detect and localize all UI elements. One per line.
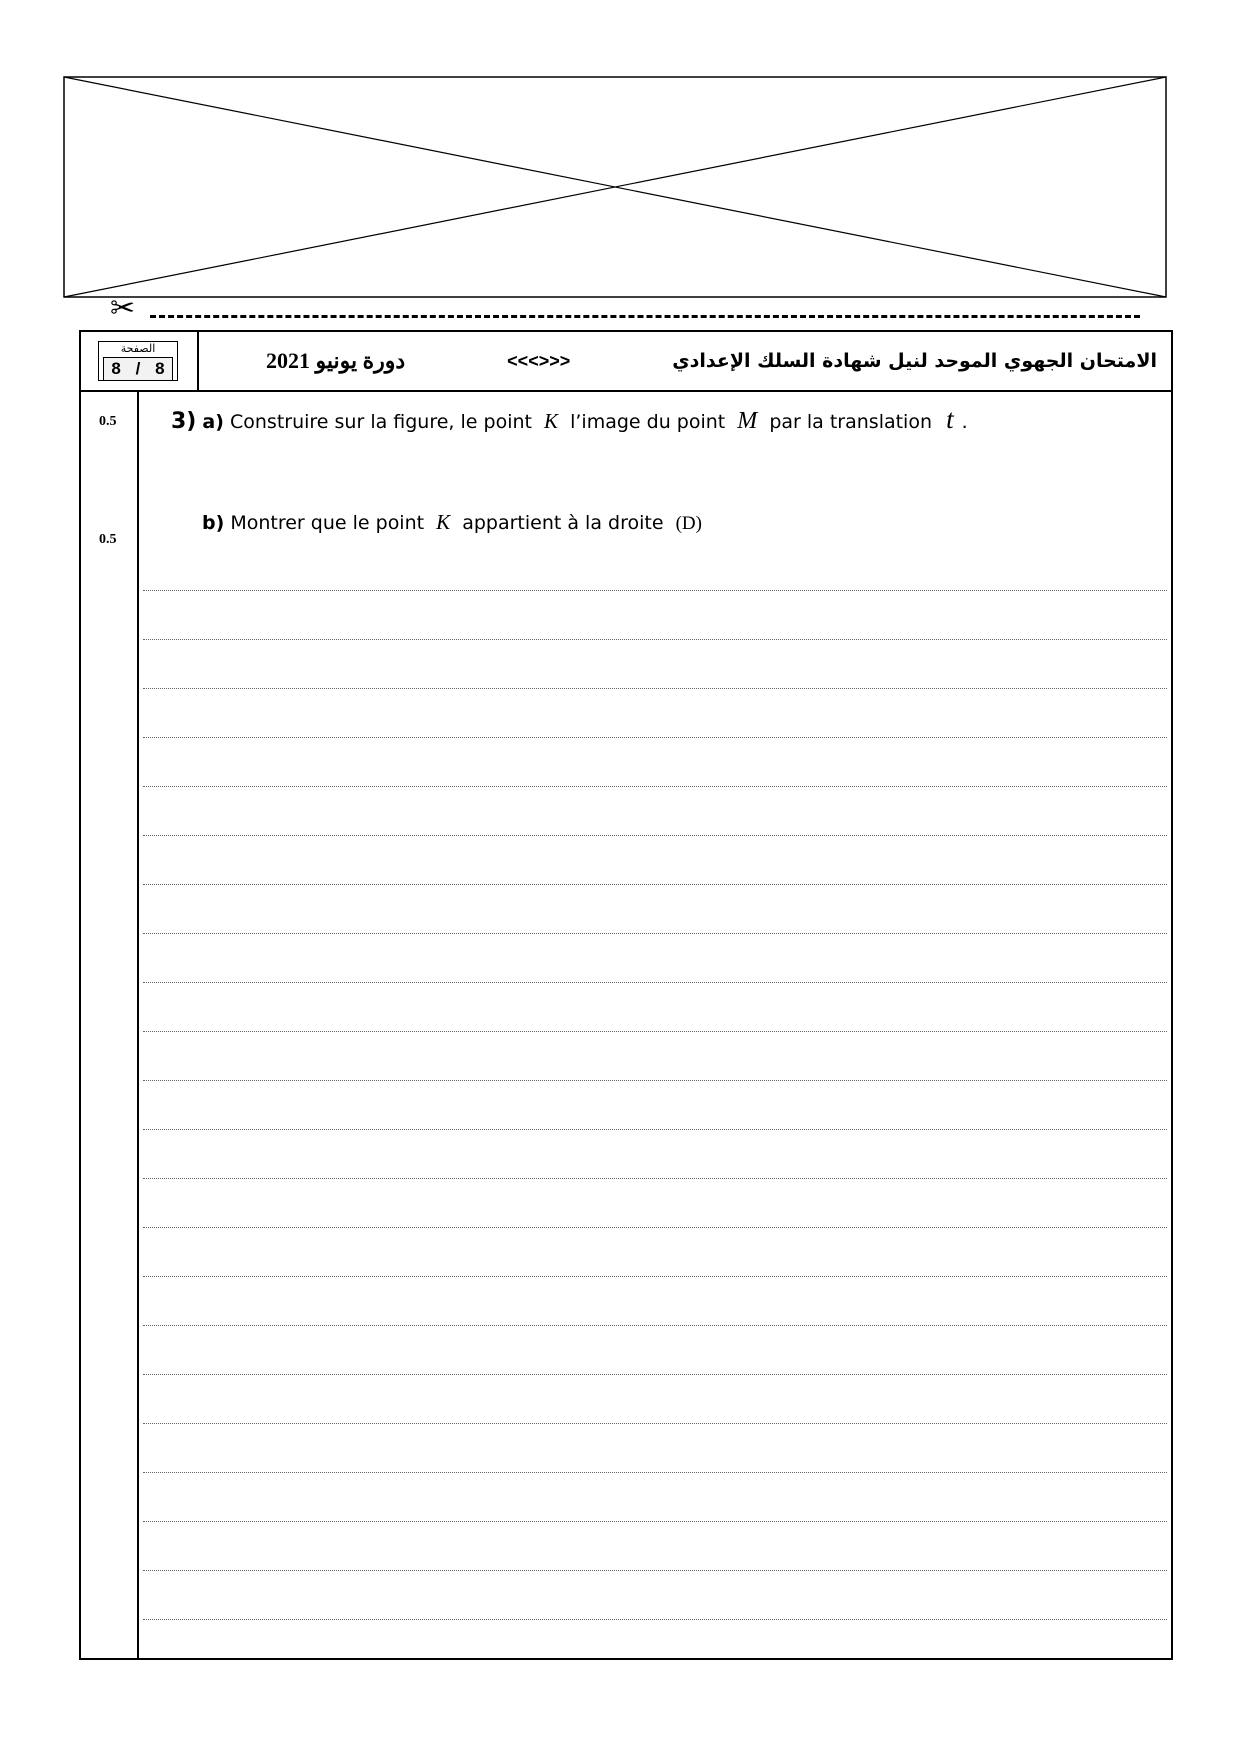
answer-line[interactable] (143, 1521, 1167, 1522)
mark-3a: 0.5 (99, 414, 117, 429)
cut-line (110, 291, 1140, 326)
answer-line[interactable] (143, 835, 1167, 836)
answer-line[interactable] (143, 1129, 1167, 1130)
page-number-box (98, 341, 178, 381)
exam-body (81, 390, 1171, 1658)
exam-title: الامتحان الجهوي الموحد لنيل شهادة السلك الإعدادي (672, 350, 1157, 372)
scissors-icon: ✂ (110, 291, 136, 326)
part-b-text-1: Montrer que le point (230, 512, 425, 534)
answer-line[interactable] (143, 1178, 1167, 1179)
question-content (139, 390, 1171, 1658)
answer-line[interactable] (143, 590, 1167, 591)
answer-line[interactable] (143, 1276, 1167, 1277)
answer-line[interactable] (143, 1227, 1167, 1228)
part-b-label: b) (202, 512, 225, 534)
header-separator: <<<>>> (507, 350, 571, 371)
answer-line[interactable] (143, 1619, 1167, 1620)
answer-line[interactable] (143, 737, 1167, 738)
header-text (206, 332, 1157, 390)
exam-header (81, 332, 1171, 392)
answer-line[interactable] (143, 933, 1167, 934)
answer-line[interactable] (143, 1325, 1167, 1326)
part-a-text-1: Construire sur la figure, le point (229, 411, 532, 433)
part-a-text-3: par la translation (769, 411, 933, 433)
page-total: 8 (111, 359, 121, 378)
answer-line[interactable] (143, 982, 1167, 983)
exam-page-frame (79, 330, 1173, 1660)
part-a-text-2: l’image du point (570, 411, 726, 433)
answer-line[interactable] (143, 688, 1167, 689)
part-b-text-2: appartient à la droite (462, 512, 664, 534)
answer-lines (143, 390, 1167, 1658)
answer-line[interactable] (143, 1570, 1167, 1571)
dashed-cut-line (150, 315, 1140, 318)
answer-line[interactable] (143, 639, 1167, 640)
exam-session: دورة يونيو 2021 (266, 348, 406, 373)
answer-line[interactable] (143, 1080, 1167, 1081)
var-k: K (436, 510, 451, 534)
page-label: الصفحة (120, 342, 156, 355)
page-current: 8 (155, 359, 165, 378)
var-k: K (544, 409, 559, 433)
marks-column (81, 390, 139, 1658)
page-slash: / (135, 359, 141, 378)
part-a-text-4: . (961, 411, 968, 433)
answer-line[interactable] (143, 786, 1167, 787)
answer-line[interactable] (143, 1472, 1167, 1473)
answer-line[interactable] (143, 1031, 1167, 1032)
question-number: 3) (171, 409, 197, 434)
answer-line[interactable] (143, 1374, 1167, 1375)
var-t: t (946, 404, 954, 434)
crossed-out-box (63, 76, 1167, 298)
part-a-label: a) (202, 411, 224, 433)
var-m: M (737, 408, 758, 434)
answer-line[interactable] (143, 884, 1167, 885)
line-d: (D) (675, 513, 702, 534)
answer-line[interactable] (143, 1423, 1167, 1424)
mark-3b: 0.5 (99, 532, 117, 547)
page-number-cell (81, 332, 199, 390)
page-counter (103, 357, 173, 381)
